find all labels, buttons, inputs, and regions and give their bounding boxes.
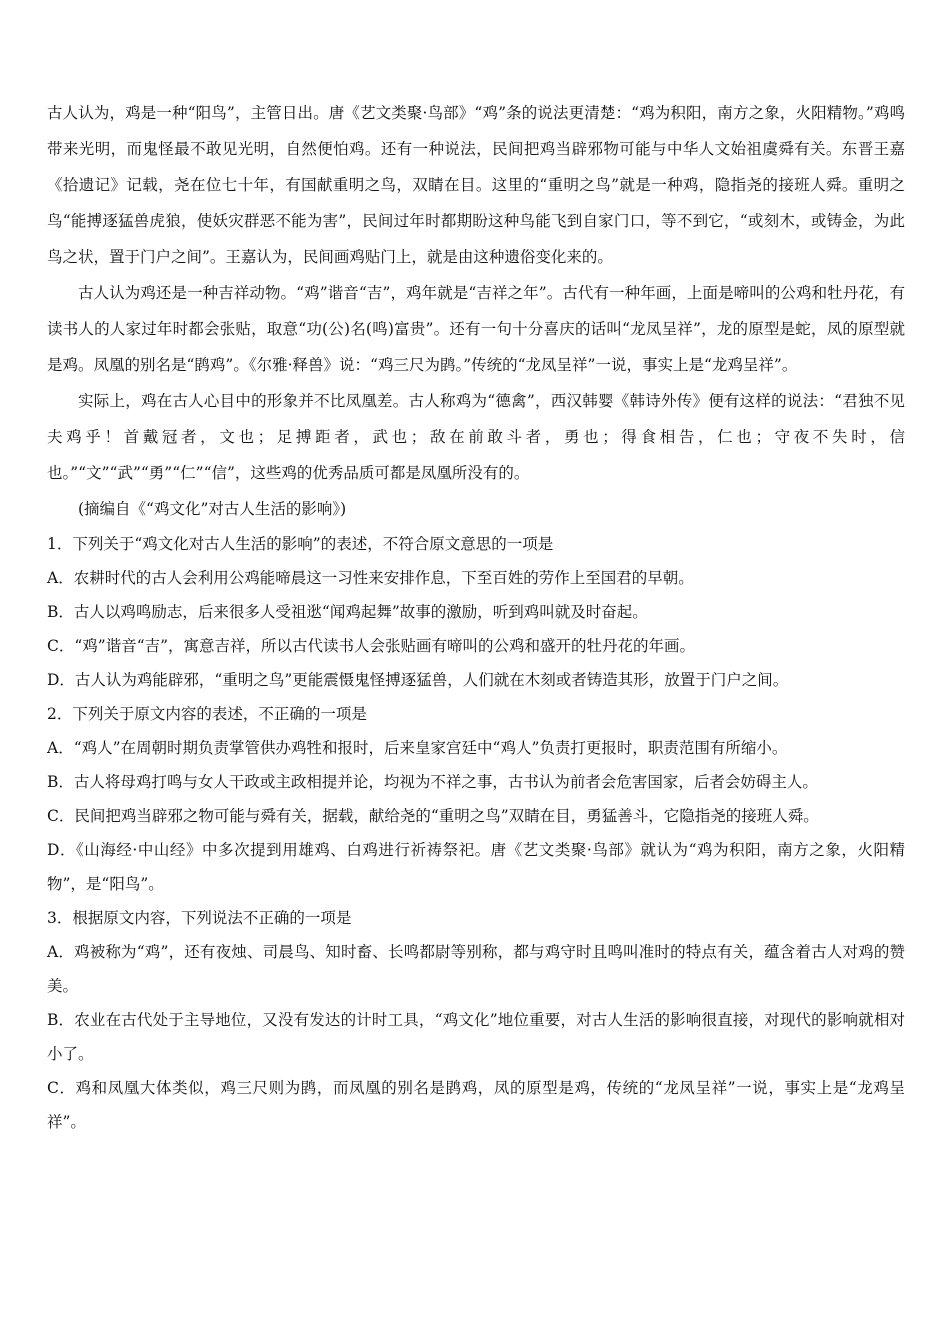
- question-option: A．“鸡人”在周朝时期负责掌管供办鸡牲和报时，后来皇家宫廷中“鸡人”负责打更报时，职责范围有所缩小。: [47, 739, 788, 757]
- question-option: B．古人以鸡鸣励志，后来很多人受祖逖“闻鸡起舞”故事的激励，听到鸡叫就及时奋起。: [47, 603, 648, 621]
- question-2: [47, 697, 905, 901]
- question-stem: 2．下列关于原文内容的表述，不正确的一项是: [47, 705, 367, 723]
- passage-paragraph-3: 实际上，鸡在古人心目中的形象并不比凤凰差。古人称鸡为“德禽”，西汉韩婴《韩诗外传》便有这样的说法：“君独不见夫鸡乎！首戴冠者，文也；足搏距者，武也；敌在前敢斗者，勇也；得食相告，仁也；守夜不失时，信也。”“文”“武”“勇”“仁”“信”，这些鸡的优秀品质可都是凤凰所没有的。: [47, 392, 905, 482]
- question-stem: 1．下列关于“鸡文化对古人生活的影响”的表述，不符合原文意思的一项是: [47, 535, 554, 553]
- passage-source: (摘编自《“鸡文化”对古人生活的影响》): [78, 500, 347, 518]
- document-page: [47, 95, 905, 1139]
- question-option: D．古人认为鸡能辟邪，“重明之鸟”更能震慑鬼怪搏逐猛兽，人们就在木刻或者铸造其形，放置于门户之间。: [47, 671, 789, 689]
- question-option: C．鸡和凤凰大体类似，鸡三尺则为鹍，而凤凰的别名是鹍鸡，凤的原型是鸡，传统的“龙凤呈祥”一说，事实上是“龙鸡呈祥”。: [47, 1079, 905, 1131]
- question-option: C．民间把鸡当辟邪之物可能与舜有关，据载，献给尧的“重明之鸟”双睛在目，勇猛善斗，它隐指尧的接班人舜。: [47, 807, 819, 825]
- question-option: C．“鸡”谐音“吉”，寓意吉祥，所以古代读书人会张贴画有啼叫的公鸡和盛开的牡丹花的年画。: [47, 637, 696, 655]
- question-option: B．农业在古代处于主导地位，又没有发达的计时工具，“鸡文化”地位重要，对古人生活的影响很直接，对现代的影响就相对小了。: [47, 1011, 905, 1063]
- reading-passage: [47, 95, 905, 527]
- question-3: [47, 901, 905, 1139]
- question-option: A．农耕时代的古人会利用公鸡能啼晨这一习性来安排作息，下至百姓的劳作上至国君的早朝。: [47, 569, 694, 587]
- passage-paragraph-1: 古人认为，鸡是一种“阳鸟”，主管日出。唐《艺文类聚·鸟部》“鸡”条的说法更清楚：“鸡为积阳，南方之象，火阳精物。”鸡鸣带来光明，而鬼怪最不敢见光明，自然便怕鸡。还有一种说法，民间把鸡当辟邪物可能与中华人文始祖虞舜有关。东晋王嘉《拾遗记》记载，尧在位七十年，有国献重明之鸟，双睛在目。这里的“重明之鸟”就是一种鸡，隐指尧的接班人舜。重明之鸟“能搏逐猛兽虎狼，使妖灾群恶不能为害”，民间过年时都期盼这种鸟能飞到自家门口，等不到它，“或刻木，或铸金，为此鸟之状，置于门户之间”。王嘉认为，民间画鸡贴门上，就是由这种遗俗变化来的。: [47, 104, 905, 266]
- passage-paragraph-2: 古人认为鸡还是一种吉祥动物。“鸡”谐音“吉”，鸡年就是“吉祥之年”。古代有一种年画，上面是啼叫的公鸡和牡丹花，有读书人的人家过年时都会张贴，取意“功(公)名(鸣)富贵”。还有一句十分喜庆的话叫“龙凤呈祥”，龙的原型是蛇，凤的原型就是鸡。凤凰的别名是“鹍鸡”。《尔雅·释兽》说：“鸡三尺为鹍。”传统的“龙凤呈祥”一说，事实上是“龙鸡呈祥”。: [47, 284, 905, 374]
- question-option: A．鸡被称为“鸡”，还有夜烛、司晨鸟、知时畜、长鸣都尉等别称，都与鸡守时且鸣叫准时的特点有关，蕴含着古人对鸡的赞美。: [47, 943, 905, 995]
- question-stem: 3．根据原文内容，下列说法不正确的一项是: [47, 909, 352, 927]
- question-option: D．《山海经·中山经》中多次提到用雄鸡、白鸡进行祈祷祭祀。唐《艺文类聚·鸟部》就认为“鸡为积阳，南方之象，火阳精物”，是“阳鸟”。: [47, 841, 905, 893]
- question-option: B．古人将母鸡打鸣与女人干政或主政相提并论，均视为不祥之事，古书认为前者会危害国家，后者会妨碍主人。: [47, 773, 818, 791]
- question-1: [47, 527, 905, 697]
- question-list: [47, 527, 905, 1139]
